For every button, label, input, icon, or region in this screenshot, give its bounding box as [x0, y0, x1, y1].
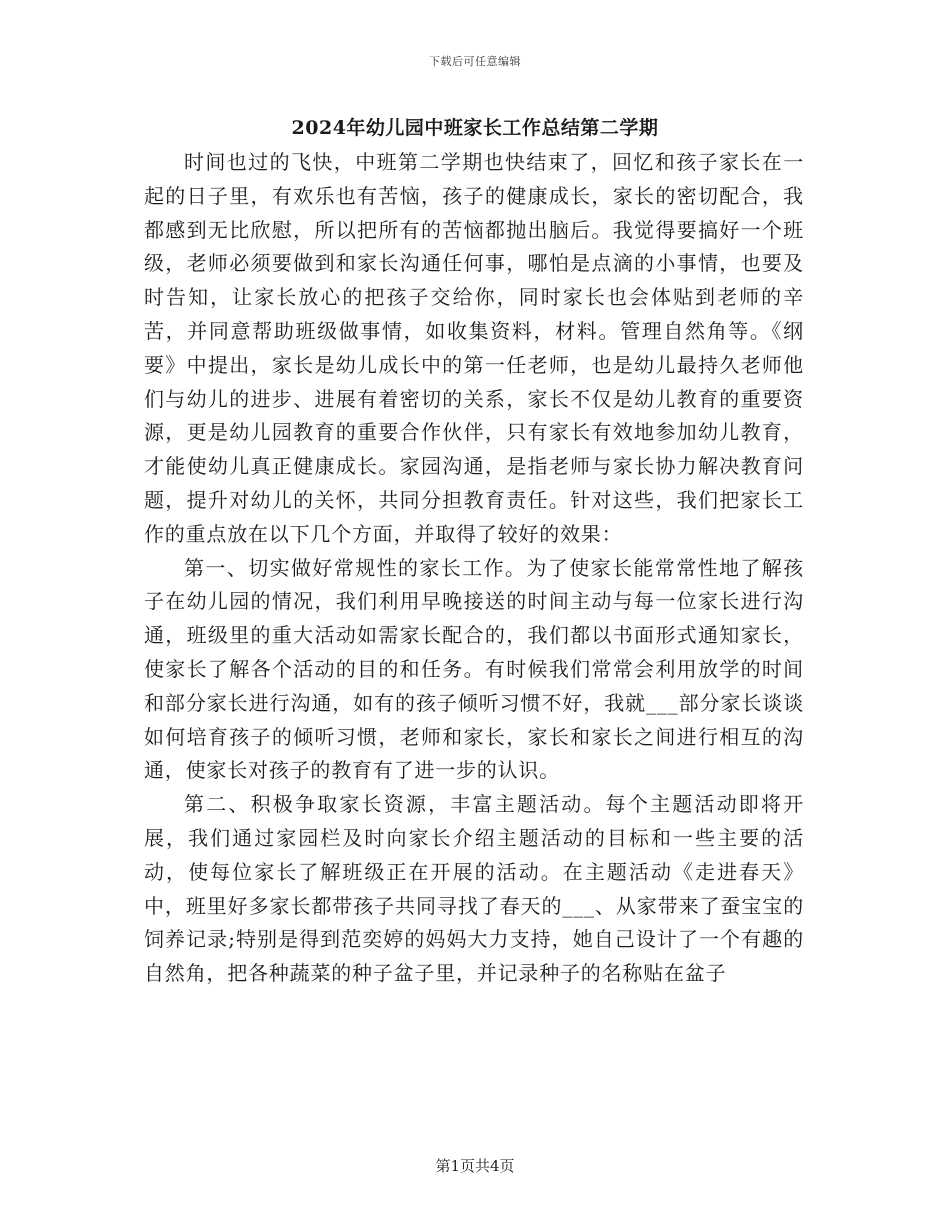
- page-header-note: 下载后可任意编辑: [429, 55, 521, 68]
- document-title: 2024年幼儿园中班家长工作总结第二学期: [291, 117, 659, 139]
- paragraph-intro: 时间也过的飞快，中班第二学期也快结束了，回忆和孩子家长在一起的日子里，有欢乐也有苦恼，孩子的健康成长，家长的密切配合，我都感到无比欣慰，所以把所有的苦恼都抛出脑后。我觉得要搞好一个班级，老师必须要做到和家长沟通任何事，哪怕是点滴的小事情，也要及时告知，让家长放心的把孩子交给你，同时家长也会体贴到老师的辛苦，并同意帮助班级做事情，如收集资料，材料。管理自然角等。《纲要》中提出，家长是幼儿成长中的第一任老师，也是幼儿最持久老师他们与幼儿的进步、进展有着密切的关系，家长不仅是幼儿教育的重要资源，更是幼儿园教育的重要合作伙伴，只有家长有效地参加幼儿教育，才能使幼儿真正健康成长。家园沟通，是指老师与家长协力解决教育问题，提升对幼儿的关怀，共同分担教育责任。针对这些，我们把家长工作的重点放在以下几个方面，并取得了较好的效果：: [144, 150, 804, 546]
- paragraph-first-point: 第一、切实做好常规性的家长工作。为了使家长能常常性地了解孩子在幼儿园的情况，我们利用早晚接送的时间主动与每一位家长进行沟通，班级里的重大活动如需家长配合的，我们都以书面形式通知家长，使家长了解各个活动的目的和任务。有时候我们常常会利用放学的时间和部分家长进行沟通，如有的孩子倾听习惯不好，我就___部分家长谈谈如何培育孩子的倾听习惯，老师和家长，家长和家长之间进行相互的沟通，使家长对孩子的教育有了进一步的认识。: [144, 555, 804, 783]
- paragraph-second-point: 第二、积极争取家长资源，丰富主题活动。每个主题活动即将开展，我们通过家园栏及时向家长介绍主题活动的目标和一些主要的活动，使每位家长了解班级正在开展的活动。在主题活动《走进春天》中，班里好多家长都带孩子共同寻找了春天的___、从家带来了蚕宝宝的饲养记录;特别是得到范奕婷的妈妈大力支持，她自己设计了一个有趣的自然角，把各种蔬菜的种子盆子里，并记录种子的名称贴在盆子: [144, 792, 804, 986]
- page-number-footer: 第1页共4页: [435, 1157, 515, 1175]
- document-body: [144, 146, 804, 991]
